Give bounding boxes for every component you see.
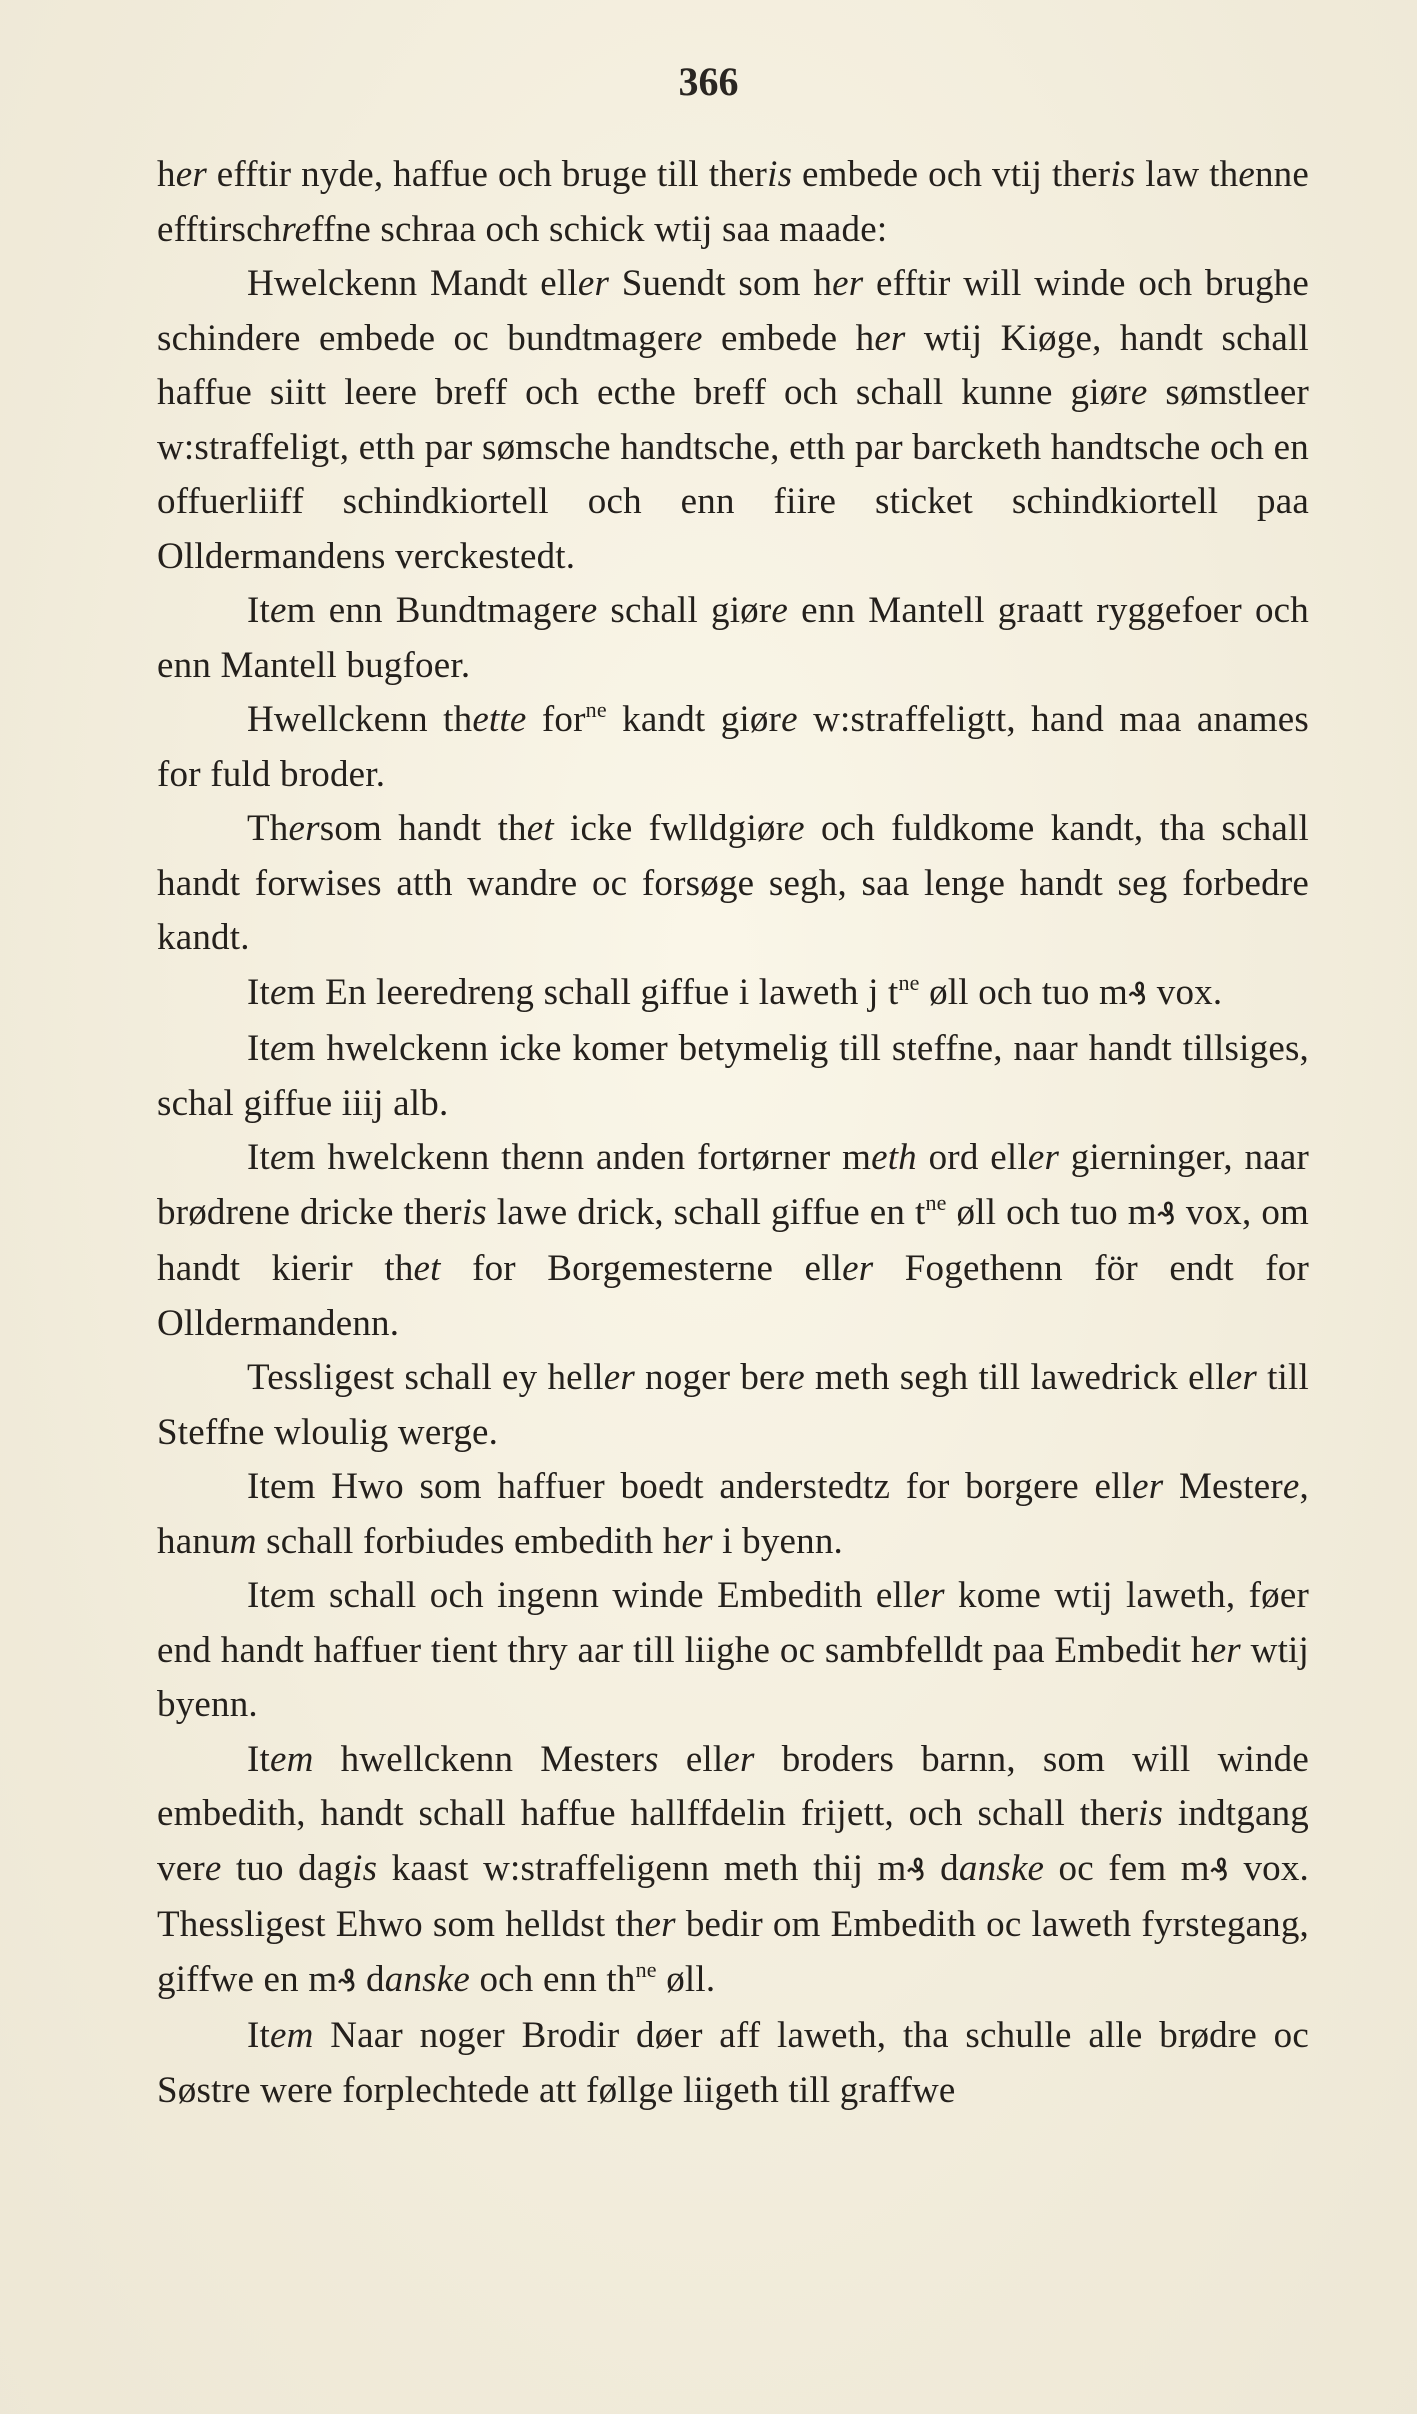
italic-abbreviation: er <box>913 1575 945 1616</box>
italic-abbreviation: e <box>1282 1466 1300 1507</box>
italic-abbreviation: e <box>530 1137 547 1178</box>
text-segment: øll och tuo m <box>946 1191 1157 1233</box>
text-segment: oc fem m <box>1044 1847 1210 1889</box>
text-segment: It <box>247 1028 271 1069</box>
text-segment: kaast w:straffeligenn meth thij m <box>377 1847 907 1889</box>
text-segment: m schall och ingenn winde Embedith ell <box>286 1575 914 1616</box>
text-segment: embede och vtij ther <box>792 154 1111 195</box>
text-segment: schall forbiudes embedith h <box>256 1520 682 1562</box>
text-segment: i byenn. <box>712 1520 843 1562</box>
text-segment: meth segh till lawedrick ell <box>804 1357 1226 1398</box>
text-segment: d <box>356 1958 385 2000</box>
paragraph-p3 <box>157 584 1309 693</box>
paragraph-p2 <box>157 257 1309 584</box>
paragraph-p4 <box>157 693 1309 802</box>
text-segment: Mester <box>1163 1466 1283 1507</box>
text-segment: efftir nyde, haffue och bruge till ther <box>206 154 768 195</box>
mark-symbol: ₰ <box>1209 1852 1230 1888</box>
text-segment: It <box>247 1137 271 1178</box>
italic-abbreviation: e <box>580 590 598 631</box>
italic-abbreviation: e <box>204 1847 222 1889</box>
text-segment: Naar noger Brodir døer aff laweth, tha schulle alle brødre oc Søstre were forplechtede att føllge liigeth till graffwe <box>157 2015 1309 2111</box>
italic-abbreviation: e <box>1238 154 1255 195</box>
text-segment: m hwelckenn th <box>286 1137 531 1178</box>
text-segment: wtij Kiøge, handt schall haffue siitt leere breff och ecthe breff och schall kunne giør <box>157 317 1309 413</box>
text-segment: bedir om Embedith oc laweth fyrstegang, giffwe en m <box>157 1904 1309 2000</box>
text-segment: sømstleer w:straffeligt, etth par sømsche handtsche, etth par barcketh handtsche och en offuerliiff schindkiortell och enn fiire sticket schindkiortell paa Olldermandens verckestedt. <box>157 372 1309 577</box>
italic-abbreviation: e <box>788 808 805 849</box>
italic-abbreviation: er <box>874 317 906 359</box>
italic-abbreviation: is <box>461 1191 487 1233</box>
italic-abbreviation: anske <box>958 1847 1045 1889</box>
text-segment: broders barnn, som will winde embedith, handt schall haffue hallffdelin frijett, och schall ther <box>157 1738 1309 1834</box>
italic-abbreviation: e <box>270 971 287 1013</box>
italic-abbreviation: e <box>771 590 789 631</box>
italic-abbreviation: er <box>832 263 864 304</box>
mark-symbol: ₰ <box>1128 976 1148 1012</box>
text-segment: It <box>247 971 271 1013</box>
text-segment: nn anden fortørner m <box>546 1137 872 1178</box>
italic-abbreviation: er <box>603 1357 635 1398</box>
text-segment: Item Hwo som haffuer boedt anderstedtz for borgere ell <box>247 1466 1133 1507</box>
text-segment: till Steffne wloulig werge. <box>157 1357 1309 1453</box>
text-segment: Th <box>247 808 289 849</box>
text-segment: lawe drick, schall giffue en t <box>486 1191 926 1233</box>
italic-abbreviation: e <box>781 699 798 740</box>
text-segment: icke fwlldgiør <box>553 808 789 849</box>
paragraph-p13 <box>157 2009 1309 2118</box>
text-segment: efftir will winde och brughe schindere embede oc bundtmager <box>157 263 1309 359</box>
text-segment: m hwelckenn icke komer betymelig till steffne, naar handt tillsiges, schal giffue iiij alb. <box>157 1028 1309 1124</box>
text-segment: Hwellckenn th <box>247 699 473 740</box>
superscript-abbreviation: ne <box>925 1189 947 1215</box>
italic-abbreviation: er <box>842 1248 874 1289</box>
italic-abbreviation: e <box>270 1575 287 1616</box>
text-segment: ell <box>658 1738 724 1780</box>
italic-abbreviation: e <box>1130 372 1148 413</box>
text-segment: Fogethenn för endt for Olldermandenn. <box>157 1248 1310 1344</box>
document-body <box>157 148 1309 2118</box>
italic-abbreviation: eth <box>871 1137 917 1178</box>
text-segment: hwellckenn Mester <box>313 1738 645 1780</box>
text-segment: wtij byenn. <box>157 1629 1310 1725</box>
text-segment: h <box>157 154 176 195</box>
text-segment: It <box>247 1575 271 1616</box>
text-segment: law th <box>1135 154 1239 195</box>
paragraph-p12 <box>157 1733 1309 2010</box>
italic-abbreviation: re <box>281 208 312 250</box>
italic-abbreviation: er <box>1027 1137 1060 1178</box>
text-segment: øll. <box>656 1958 716 2000</box>
paragraph-p1 <box>157 148 1309 257</box>
superscript-abbreviation: ne <box>635 1956 657 1982</box>
text-segment: tuo dag <box>221 1847 353 1889</box>
italic-abbreviation: e <box>685 317 703 359</box>
mark-symbol: ₰ <box>337 1963 357 1999</box>
text-segment: och enn th <box>470 1958 636 2000</box>
text-segment: m enn Bundtmager <box>286 590 581 631</box>
paragraph-p8 <box>157 1131 1309 1351</box>
text-segment: embede h <box>702 317 875 359</box>
paragraph-p7 <box>157 1022 1309 1131</box>
italic-abbreviation: er <box>681 1520 713 1562</box>
italic-abbreviation: er <box>288 808 320 849</box>
italic-abbreviation: em <box>270 1738 314 1780</box>
italic-abbreviation: s <box>644 1738 659 1780</box>
text-segment: gierninger, naar brødrene dricke ther <box>157 1137 1309 1233</box>
text-segment: kome wtij laweth, føer end handt haffuer tient thry aar till liighe oc sambfelldt paa Embedit h <box>157 1575 1309 1671</box>
italic-abbreviation: er <box>723 1738 755 1780</box>
italic-abbreviation: e <box>270 1028 287 1069</box>
mark-symbol: ₰ <box>906 1852 926 1888</box>
text-segment: for Borgemesterne ell <box>440 1248 843 1289</box>
text-segment: vox. Thessligest Ehwo som helldst th <box>157 1847 1310 1945</box>
text-segment: Hwelckenn Mandt ell <box>247 263 578 304</box>
superscript-abbreviation: ne <box>898 969 920 995</box>
italic-abbreviation: er <box>1209 1629 1241 1671</box>
italic-abbreviation: is <box>352 1847 378 1889</box>
italic-abbreviation: e <box>270 590 287 631</box>
italic-abbreviation: et <box>526 808 554 849</box>
text-segment: w:straffeligtt, hand maa anames for fuld broder. <box>157 699 1309 795</box>
italic-abbreviation: em <box>270 2015 314 2056</box>
text-segment: vox. <box>1147 971 1223 1013</box>
italic-abbreviation: er <box>175 154 207 195</box>
text-segment: Suendt som h <box>609 263 833 304</box>
page-number: 366 <box>678 59 739 104</box>
text-segment: m En leeredreng schall giffue i laweth j t <box>286 971 899 1013</box>
paragraph-p9 <box>157 1351 1309 1460</box>
text-segment: kandt giør <box>606 699 782 740</box>
text-segment: It <box>247 1738 271 1780</box>
paragraph-p5 <box>157 802 1309 966</box>
italic-abbreviation: e <box>788 1357 805 1398</box>
italic-abbreviation: m <box>229 1520 257 1562</box>
italic-abbreviation: anske <box>384 1958 471 2000</box>
text-segment: som handt th <box>319 808 527 849</box>
italic-abbreviation: er <box>644 1904 676 1945</box>
text-segment: d <box>925 1847 959 1889</box>
italic-abbreviation: is <box>1138 1793 1164 1834</box>
superscript-abbreviation: ne <box>585 697 607 722</box>
text-segment: Tessligest schall ey hell <box>247 1357 604 1398</box>
text-segment: och fuldkome kandt, tha schall handt forwises atth wandre oc forsøge segh, saa lenge handt seg forbedre kandt. <box>157 808 1310 958</box>
italic-abbreviation: er <box>1225 1357 1257 1398</box>
italic-abbreviation: is <box>1110 154 1136 195</box>
text-segment: It <box>247 590 271 631</box>
paragraph-p11 <box>157 1569 1309 1733</box>
paragraph-p6 <box>157 966 1309 1023</box>
italic-abbreviation: ette <box>472 699 527 740</box>
text-segment: vox, om handt kierir th <box>157 1191 1310 1289</box>
text-segment: nne efftirsch <box>157 154 1310 250</box>
text-segment: for <box>526 699 586 740</box>
italic-abbreviation: er <box>1132 1466 1164 1507</box>
italic-abbreviation: is <box>767 154 793 195</box>
text-segment: It <box>247 2015 271 2056</box>
text-segment: , hanu <box>157 1466 1309 1562</box>
text-segment: øll och tuo m <box>919 971 1128 1013</box>
mark-symbol: ₰ <box>1156 1196 1177 1232</box>
paragraph-p10 <box>157 1460 1309 1569</box>
text-segment: ord ell <box>916 1137 1028 1178</box>
text-segment: noger ber <box>634 1357 789 1398</box>
text-segment: schall giør <box>597 590 772 631</box>
text-segment: ffne schraa och schick wtij saa maade: <box>311 208 888 250</box>
text-segment: enn Mantell graatt ryggefoer och enn Mantell bugfoer. <box>157 590 1310 686</box>
italic-abbreviation: er <box>577 263 610 304</box>
italic-abbreviation: et <box>413 1248 441 1289</box>
italic-abbreviation: e <box>270 1137 287 1178</box>
text-segment: indtgang ver <box>157 1793 1309 1889</box>
